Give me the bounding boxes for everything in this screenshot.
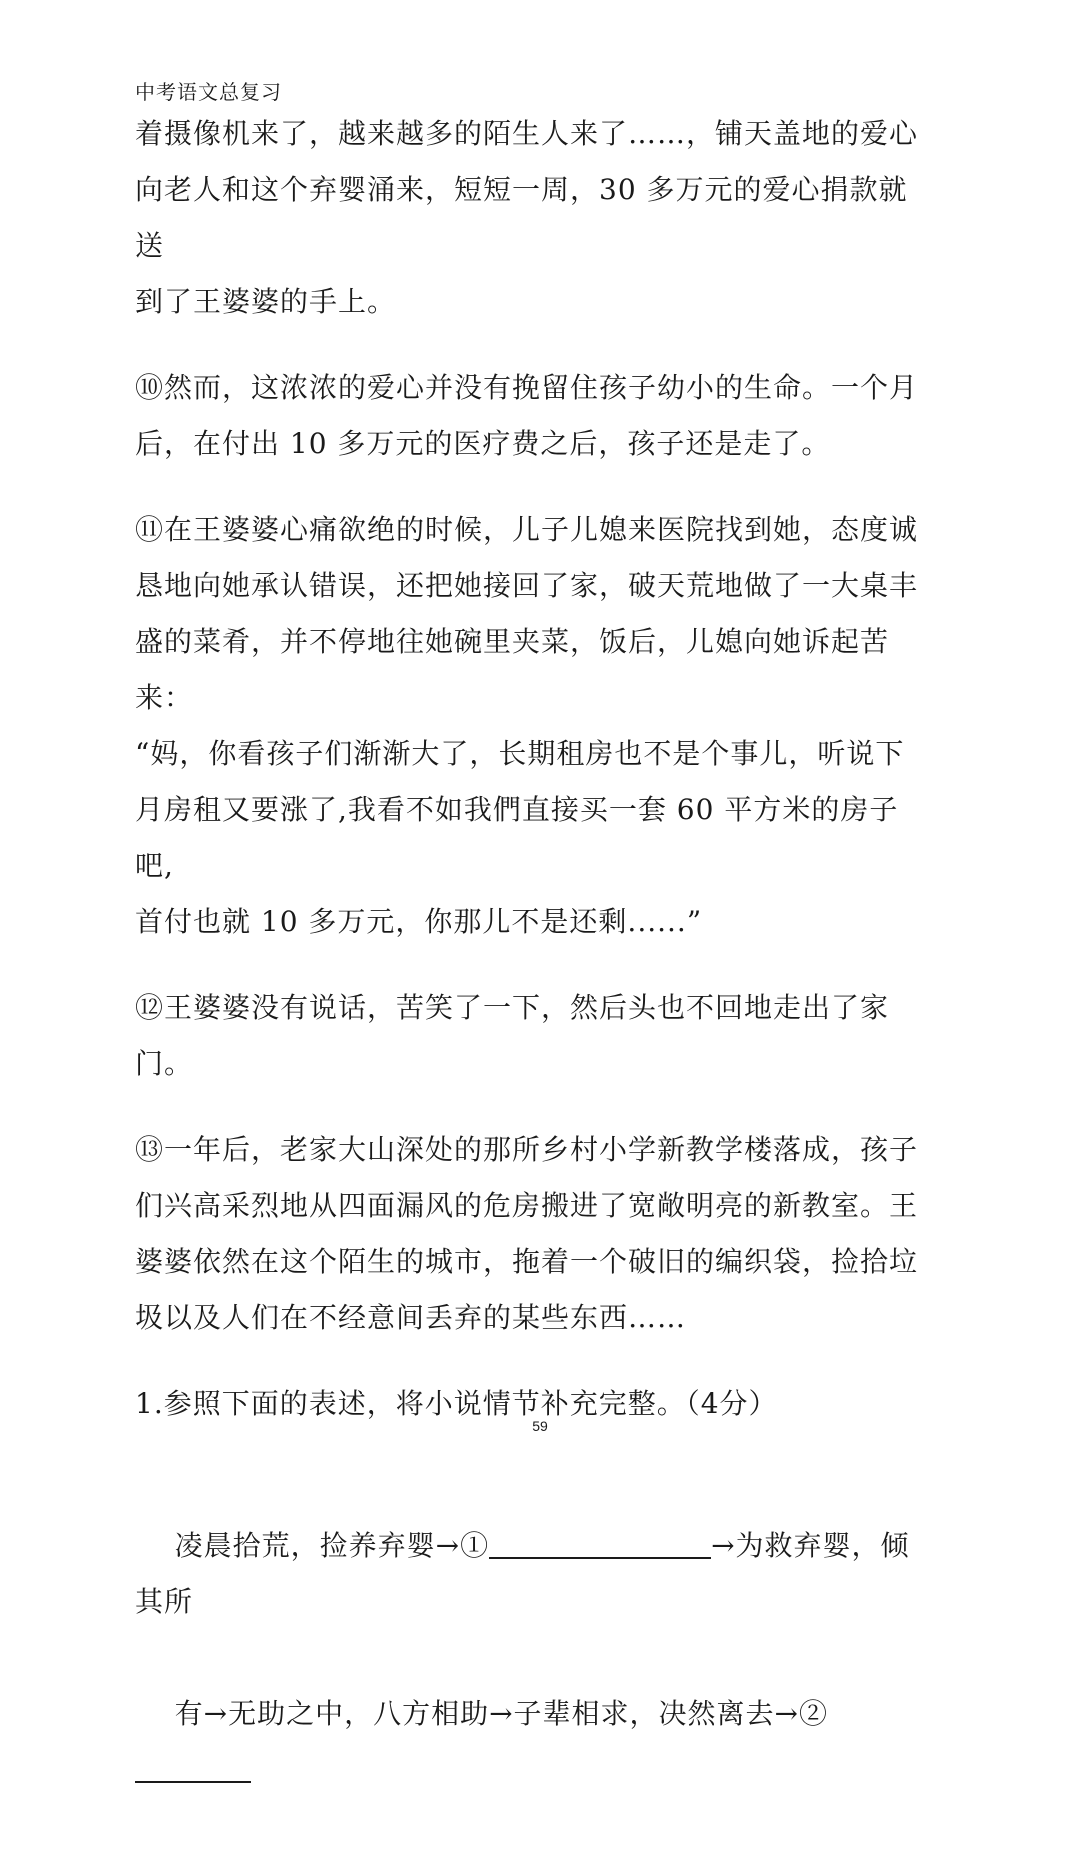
answer-blank-2[interactable]	[135, 1745, 251, 1783]
article-body	[135, 106, 935, 1854]
paragraph-13: ⑬一年后，老家大山深处的那所乡村小学新教学楼落成，孩子 们兴高采烈地从四面漏风的危房搬进了宽敞明亮的新教室。王 婆婆依然在这个陌生的城市，拖着一个破旧的编织袋，捡拾垃 圾以及人们在不经意间丢弃的某些东西……	[135, 1133, 919, 1334]
answer-blank-1[interactable]	[489, 1521, 711, 1559]
paragraph-10: ⑩然而，这浓浓的爱心并没有挽留住孩子幼小的生命。一个月 后，在付出 10 多万元的医疗费之后，孩子还是走了。	[135, 371, 919, 460]
question-prompt: 1.参照下面的表述，将小说情节补充完整。（4分）	[135, 1387, 778, 1420]
plot-line-1-start: 凌晨拾荒，捡养弃婴→①	[174, 1529, 490, 1562]
page-header: 中考语文总复习	[135, 80, 282, 104]
plot-line-2: 有→无助之中，八方相助→子辈相求，决然离去→②	[174, 1697, 828, 1730]
paragraph-9-continued: 着摄像机来了，越来越多的陌生人来了……，铺天盖地的爱心 向老人和这个弃婴涌来，短短一周，30 多万元的爱心捐款就送 到了王婆婆的手上。	[135, 117, 919, 318]
paragraph-11: ⑪在王婆婆心痛欲绝的时候，儿子儿媳来医院找到她，态度诚 恳地向她承认错误，还把她接回了家，破天荒地做了一大桌丰 盛的菜肴，并不停地往她碗里夹菜，饭后，儿媳向她诉起苦来： “妈，你看孩子们渐渐大了，长期租房也不是个事儿，听说下 月房租又要涨了,我看不如我們直接买一套 60 平方米的房子吧, 首付也就 10 多万元，你那儿不是还剩......”	[135, 513, 919, 938]
page-number: 59	[532, 1418, 548, 1434]
plot-line-1-end: →为救弃婴，倾其所	[135, 1529, 910, 1618]
paragraph-12: ⑫王婆婆没有说话，苦笑了一下，然后头也不回地走出了家门。	[135, 991, 890, 1080]
question-answer-lines	[135, 1462, 935, 1854]
